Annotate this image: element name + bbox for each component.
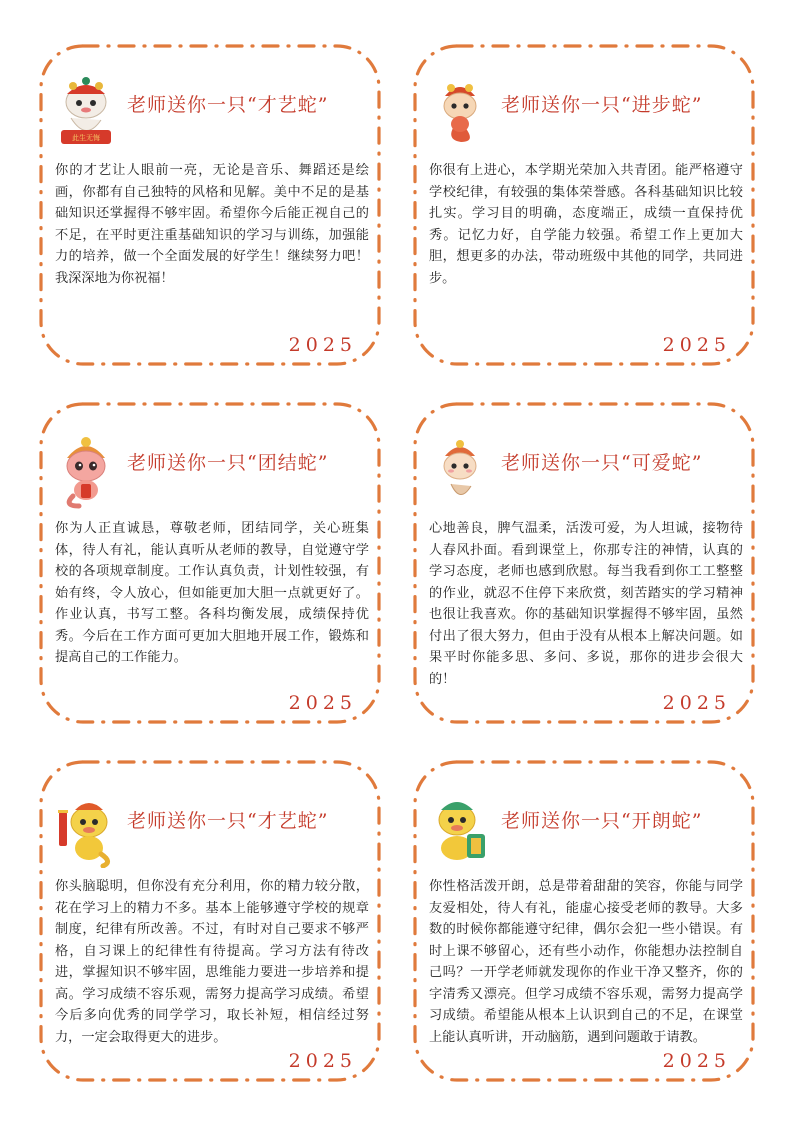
snake-pink-mascot-icon [53,434,119,510]
card-body-text: 你的才艺让人眼前一亮，无论是音乐、舞蹈还是绘画，你都有自己独特的风格和见解。美中不足的是基础知识还掌握得不够牢固。希望你今后能正视自己的不足，在平时更注重基础知识的学习与训练，加强能力的培养，做一个全面发展的好学生！继续努力吧！我深深地为你祝福！ [55,163,369,286]
card-body-text: 你为人正直诚恳，尊敬老师，团结同学，关心班集体，待人有礼，能认真听从老师的教导，自觉遵守学校的各项规章制度。工作认真负责，计划性较强，有始有终，令人放心，但如能更加大胆一点就更好了。作业认真，书写工整。各科均衡发展，成绩保持优秀。今后在工作方面可更加大胆地开展工作，锻炼和提高自己的工作能力。 [55,521,369,665]
card-title: 老师送你一只“才艺蛇” [127,810,329,832]
comment-card-1 [35,40,385,370]
snake-opera-mascot-icon [53,76,119,152]
comment-card-3 [35,398,385,728]
card-body-text: 心地善良，脾气温柔，活泼可爱，为人坦诚，接物待人春风扑面。看到课堂上，你那专注的神情，认真的学习态度，老师也感到欣慰。每当我看到你工工整整的作业，就忍不住停下来欣赏，刻苦踏实的学习精神也很让我喜欢。你的基础知识掌握得不够牢固，虽然付出了很大努力，但由于没有从根本上解决问题。如果平时你能多思、多问、多说，那你的进步会很大的！ [429,521,743,687]
card-body-text: 你头脑聪明，但你没有充分利用，你的精力较分散，花在学习上的精力不多。基本上能够遵守学校的规章制度，纪律有所改善。不过，有时对自己要求不够严格，自习课上的纪律性有待提高。学习方法有待改进，掌握知识不够牢固，思维能力要进一步培养和提高。学习成绩不容乐观，需努力提高学习成绩。希望今后多向优秀的同学学习，取长补短，相信经过努力，一定会取得更大的进步。 [55,879,369,1045]
card-title: 老师送你一只“开朗蛇” [501,810,703,832]
snake-yellow-firecracker-mascot-icon [53,792,119,868]
snake-dragon-hat-mascot-icon [427,76,493,152]
card-year: 2025 [288,1050,357,1072]
card-title: 老师送你一只“才艺蛇” [127,94,329,116]
card-title: 老师送你一只“团结蛇” [127,452,329,474]
card-year: 2025 [288,692,357,714]
card-body-text: 你很有上进心，本学期光荣加入共青团。能严格遵守学校纪律，有较强的集体荣誉感。各科基础知识比较扎实。学习目的明确，态度端正，成绩一直保持优秀。记忆力好，自学能力较强。希望工作上更加大胆，想更多的办法，带动班级中其他的同学，共同进步。 [429,163,743,286]
comment-card-4 [409,398,759,728]
card-title: 老师送你一只“进步蛇” [501,94,703,116]
card-year: 2025 [662,334,731,356]
card-body-text: 你性格活泼开朗，总是带着甜甜的笑容，你能与同学友爱相处，待人有礼，能虚心接受老师的教导。大多数的时候你都能遵守纪律，偶尔会犯一些小错误。有时上课不够留心，还有些小动作，你能想办法控制自己吗？一开学老师就发现你的作业干净又整齐，你的字清秀又漂亮。但学习成绩不容乐观，需努力提高学习成绩。希望能从根本上认识到自己的不足，在课堂上能认真听讲，开动脑筋，遇到问题敢于请教。 [429,879,743,1045]
card-year: 2025 [662,692,731,714]
card-year: 2025 [288,334,357,356]
card-year: 2025 [662,1050,731,1072]
comment-card-2 [409,40,759,370]
mascot-banner-text: 此生无悔 [72,134,100,142]
comment-card-5 [35,756,385,1086]
snake-cute-mascot-icon [427,434,493,510]
snake-fortune-mascot-icon [427,792,493,868]
card-title: 老师送你一只“可爱蛇” [501,452,703,474]
comment-card-6 [409,756,759,1086]
